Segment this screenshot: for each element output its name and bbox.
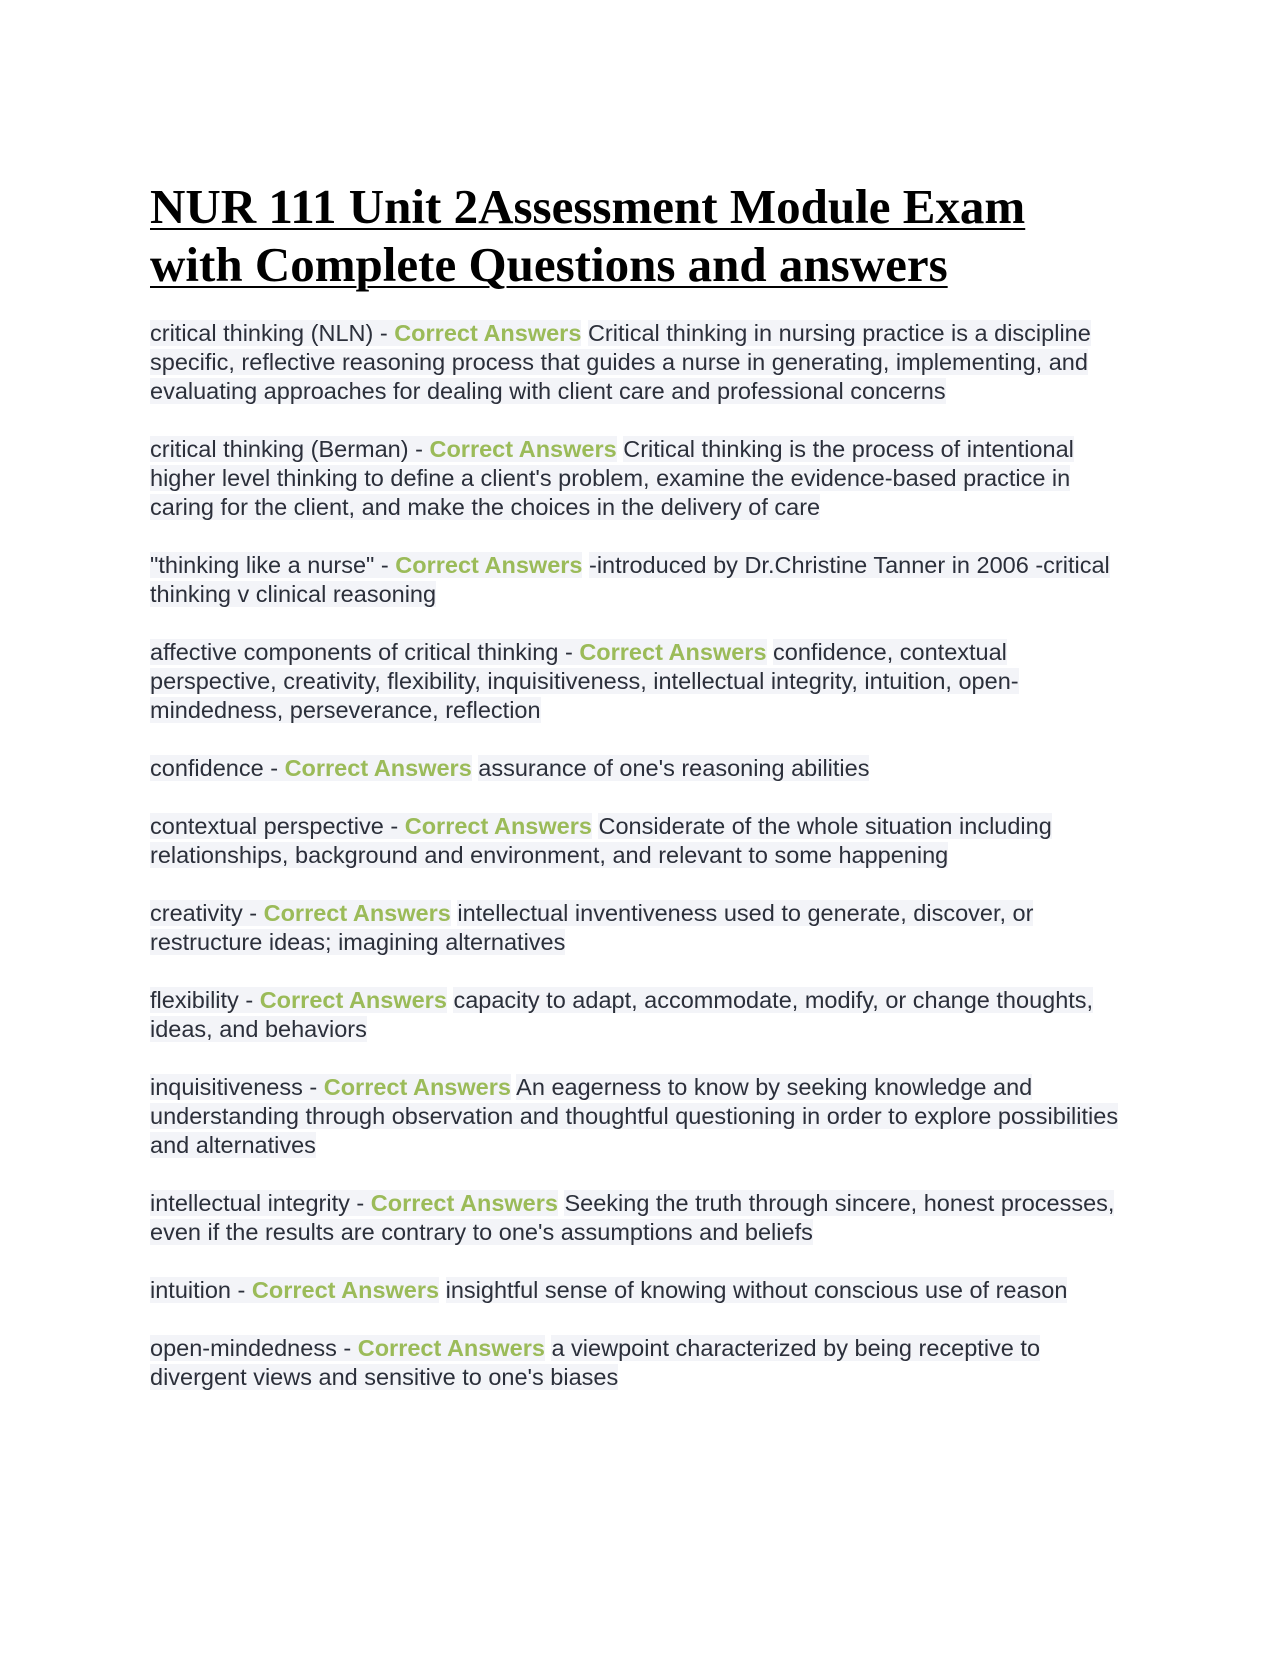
entry-separator: - [349, 1190, 371, 1216]
qa-entry [150, 754, 1120, 783]
qa-entry [150, 319, 1120, 406]
entry-definition: -introduced by Dr.Christine Tanner in 2006 -critical thinking v clinical reasoning [150, 552, 1110, 607]
entry-definition: Considerate of the whole situation including relationships, background and environment, and relevant to some happening [150, 813, 1052, 868]
qa-entry [150, 551, 1120, 609]
entry-term: "thinking like a nurse" [150, 552, 375, 578]
correct-answers-label: Correct Answers [357, 1335, 545, 1361]
entry-term: affective components of critical thinking [150, 639, 559, 665]
entry-separator: - [231, 1277, 252, 1303]
correct-answers-label: Correct Answers [259, 987, 447, 1013]
qa-entry [150, 638, 1120, 725]
entry-definition: capacity to adapt, accommodate, modify, or change thoughts, ideas, and behaviors [150, 987, 1094, 1042]
entry-definition: a viewpoint characterized by being receptive to divergent views and sensitive to one's biases [150, 1335, 1041, 1390]
entry-term: creativity [150, 900, 243, 926]
entry-definition: Critical thinking in nursing practice is a discipline specific, reflective reasoning process that guides a nurse in generating, implementing, and evaluating approaches for dealing with client care and professional concerns [150, 320, 1091, 404]
correct-answers-label: Correct Answers [263, 900, 451, 926]
entry-definition: An eagerness to know by seeking knowledge and understanding through observation and thoughtful questioning in order to explore possibilities and alternatives [150, 1074, 1119, 1158]
entry-term: intuition [150, 1277, 231, 1303]
entry-term: critical thinking (Berman) [150, 436, 409, 462]
entry-separator: - [374, 552, 396, 578]
entry-term: critical thinking (NLN) [150, 320, 374, 346]
correct-answers-label: Correct Answers [395, 552, 583, 578]
document-title [150, 178, 1120, 294]
qa-entry [150, 1334, 1120, 1392]
correct-answers-label: Correct Answers [323, 1074, 511, 1100]
entry-separator: - [302, 1074, 324, 1100]
entry-definition: Seeking the truth through sincere, honest processes, even if the results are contrary to one's assumptions and beliefs [150, 1190, 1115, 1245]
correct-answers-label: Correct Answers [404, 813, 592, 839]
qa-entry [150, 1073, 1120, 1160]
entry-separator: - [263, 755, 285, 781]
qa-entry [150, 1189, 1120, 1247]
entry-definition: confidence, contextual perspective, creativity, flexibility, inquisitiveness, intellectual integrity, intuition, open-mindedness, perseverance, reflection [150, 639, 1019, 723]
correct-answers-label: Correct Answers [284, 755, 472, 781]
qa-entry [150, 986, 1120, 1044]
entry-separator: - [238, 987, 260, 1013]
document-page [150, 178, 1120, 1421]
entry-term: inquisitiveness [150, 1074, 303, 1100]
entry-separator: - [558, 639, 580, 665]
entry-separator: - [242, 900, 264, 926]
qa-entry [150, 435, 1120, 522]
entry-definition: assurance of one's reasoning abilities [478, 755, 870, 781]
entry-term: open-mindedness [150, 1335, 337, 1361]
entry-definition: Critical thinking is the process of intentional higher level thinking to define a client's problem, examine the evidence-based practice in caring for the client, and make the choices in the delivery of care [150, 436, 1074, 520]
entry-separator: - [336, 1335, 358, 1361]
qa-list [150, 319, 1120, 1392]
qa-entry [150, 899, 1120, 957]
qa-entry [150, 812, 1120, 870]
entry-definition: insightful sense of knowing without conscious use of reason [445, 1277, 1068, 1303]
qa-entry [150, 1276, 1120, 1305]
correct-answers-label: Correct Answers [579, 639, 767, 665]
entry-term: contextual perspective [150, 813, 384, 839]
entry-definition: intellectual inventiveness used to generate, discover, or restructure ideas; imagining alternatives [150, 900, 1034, 955]
title-line-1: NUR 111 Unit 2Assessment Module Exam [150, 179, 1026, 234]
entry-separator: - [373, 320, 395, 346]
title-line-2: with Complete Questions and answers [150, 237, 948, 292]
correct-answers-label: Correct Answers [370, 1190, 558, 1216]
entry-separator: - [383, 813, 405, 839]
entry-term: intellectual integrity [150, 1190, 350, 1216]
correct-answers-label: Correct Answers [251, 1277, 440, 1303]
correct-answers-label: Correct Answers [429, 436, 617, 462]
entry-term: confidence [150, 755, 264, 781]
correct-answers-label: Correct Answers [394, 320, 582, 346]
entry-separator: - [408, 436, 430, 462]
entry-term: flexibility [150, 987, 239, 1013]
